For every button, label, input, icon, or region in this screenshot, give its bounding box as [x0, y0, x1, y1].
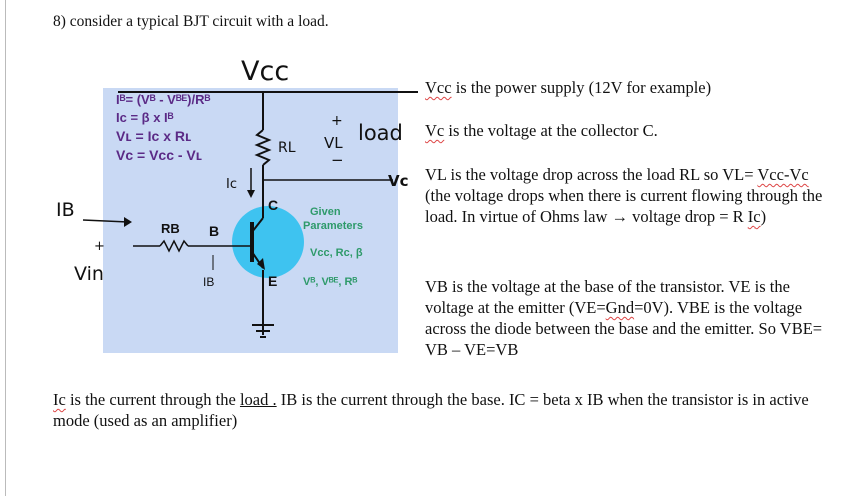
c-label: C	[268, 197, 279, 213]
bjt-circuit-svg	[48, 50, 418, 355]
given-line-3: Vcc, Rc, β	[310, 247, 363, 259]
p2-text: is the voltage at the collector C.	[444, 121, 658, 140]
p1-text: is the power supply (12V for example)	[451, 78, 712, 97]
term-vc: Vc	[425, 121, 445, 140]
term-ic: Ic	[747, 207, 761, 226]
e-label: E	[268, 273, 278, 289]
term-gnd: Gnd	[605, 298, 635, 317]
given-line-4: Vᴮ, Vᴮᴱ, Rᴮ	[303, 276, 358, 288]
formula-ic: Ic = β x Iᴮ	[116, 110, 174, 125]
ic-label: Ic	[226, 177, 237, 192]
transistor-body	[232, 206, 304, 278]
question-heading: 8) consider a typical BJT circuit with a load.	[53, 13, 329, 30]
vl-label: VL	[324, 134, 343, 152]
formula-vl: Vʟ = Ic x Rʟ	[116, 128, 192, 144]
formula-vc: Vᴄ = Vcc - Vʟ	[116, 147, 203, 163]
vl-minus: −	[331, 151, 344, 169]
rl-label: RL	[278, 140, 296, 156]
vl-plus: +	[331, 113, 343, 129]
bottom-text-d: IB is the current through the base. IC = beta x IB when the transistor is in active mode (used as an amplifier)	[53, 390, 809, 430]
rb-label: RB	[161, 221, 180, 236]
p3-text-c: (the voltage drops when there is current flowing through the load. In virtue of Ohms law → voltage drop = R	[425, 186, 823, 226]
b-label: B	[209, 223, 220, 239]
vcc-label: Vcc	[241, 56, 290, 87]
explanation-vl	[425, 164, 830, 227]
load-label: load	[358, 121, 403, 145]
p4-text-c: =0V). VBE is the voltage across the diode between the base and the emitter. So VBE= VB – VE=VB	[425, 298, 823, 359]
bottom-text-b: is the current through the	[65, 390, 240, 409]
p3-text-e: )	[760, 207, 767, 226]
bottom-paragraph	[53, 389, 843, 431]
bjt-circuit-figure	[48, 50, 418, 355]
formula-ib: Iᴮ= (Vᴮ - Vᴮᴱ)/Rᴮ	[116, 92, 211, 107]
ib-label: IB	[203, 275, 215, 289]
term-vcc-vc: Vcc-Vc	[757, 165, 809, 184]
explanation-vb-ve	[425, 276, 830, 360]
given-line-1: Given	[310, 206, 341, 218]
given-line-2: Parameters	[303, 220, 363, 232]
vin-plus: +	[94, 239, 105, 254]
p3-text-a: VL is the voltage drop across the load RL so VL=	[425, 165, 758, 184]
explanation-vcc	[425, 77, 830, 98]
term-vcc: Vcc	[425, 78, 452, 97]
handwritten-ib-label: IB	[56, 199, 75, 221]
vc-label: Vc	[388, 172, 409, 190]
p4-text-a: VB is the voltage at the base of the transistor. VE is the voltage at the emitter (VE=	[425, 277, 790, 317]
explanation-vc	[425, 120, 830, 141]
term-load: load .	[239, 390, 277, 409]
term-ic-bottom: Ic	[53, 390, 66, 409]
page-left-border	[5, 0, 6, 496]
vin-label: Vin	[74, 263, 104, 285]
